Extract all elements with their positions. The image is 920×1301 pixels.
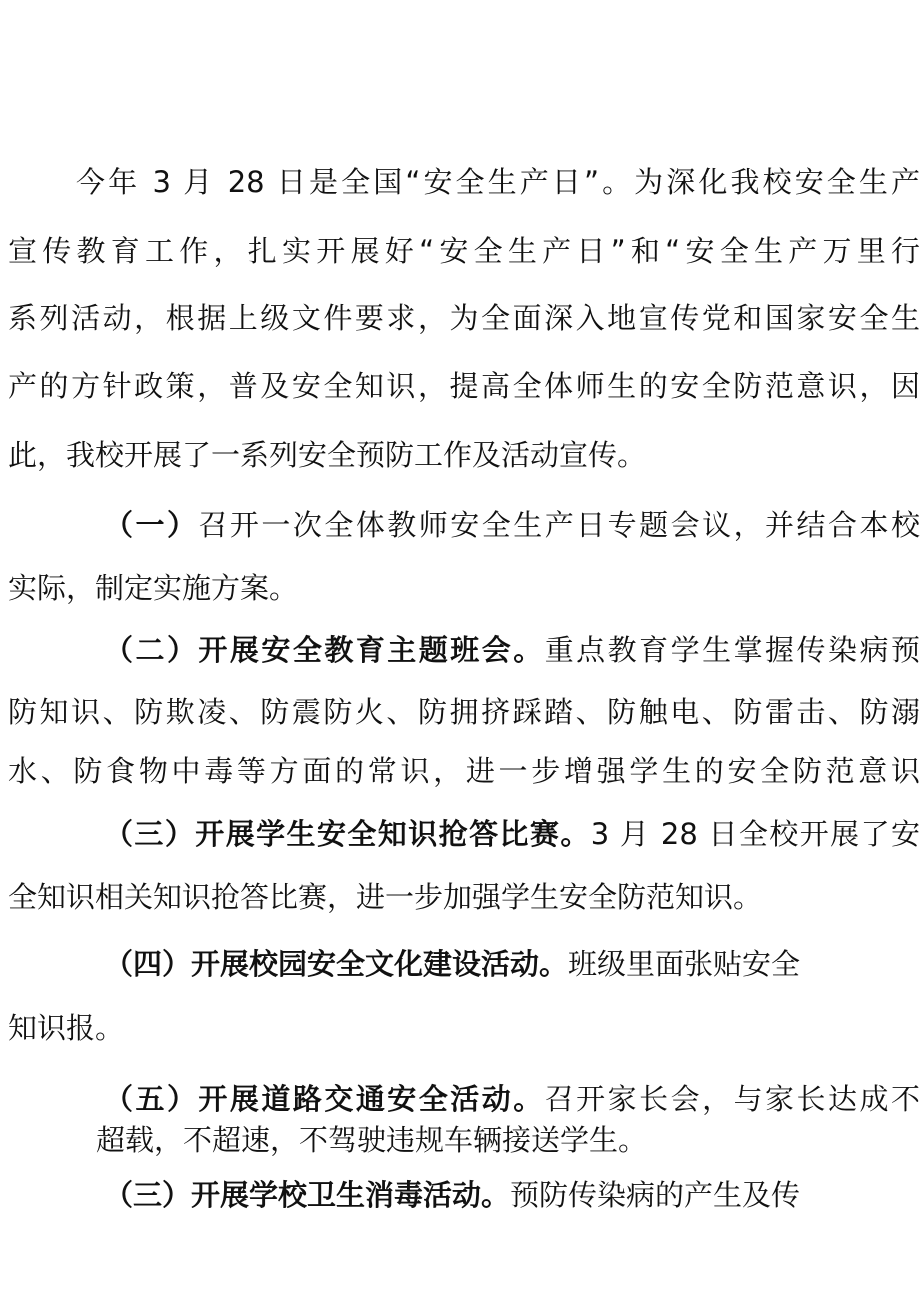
item-1-heading: （一） — [104, 508, 199, 542]
item-2-heading: （二）开展安全教育主题班会。 — [104, 633, 545, 667]
item-6-line-1 — [8, 1173, 920, 1217]
intro-line-3: 系列活动，根据上级文件要求，为全面深入地宣传党和国家安全生 — [8, 301, 920, 335]
intro-line-1: 今年 3 月 28 日是全国“安全生产日”。为深化我校安全生产 — [76, 165, 920, 199]
item-6-text: 预防传染病的产生及传 — [510, 1178, 801, 1212]
item-4-heading: （四）开展校园安全文化建设活动。 — [104, 947, 569, 981]
item-2-text: 重点教育学生掌握传染病预 — [544, 633, 920, 667]
intro-line-5: 此，我校开展了一系列安全预防工作及活动宣传。 — [8, 438, 647, 472]
item-4-text: 班级里面张贴安全 — [568, 947, 801, 981]
item-6-heading: （三）开展学校卫生消毒活动。 — [104, 1178, 511, 1212]
item-1-text: 召开一次全体教师安全生产日专题会议，并结合本校 — [198, 508, 920, 542]
item-5-line-2: 超载，不超速，不驾驶违规车辆接送学生。 — [96, 1123, 648, 1157]
item-2-line-1 — [8, 628, 920, 672]
item-4-line-1 — [8, 942, 920, 986]
item-2-line-2: 防知识、防欺凌、防震防火、防拥挤踩踏、防触电、防雷击、防溺 — [8, 695, 920, 729]
intro-line-4: 产的方针政策，普及安全知识，提高全体师生的安全防范意识，因 — [8, 369, 920, 403]
item-1-line-1 — [8, 503, 920, 547]
item-2-line-3: 水、防食物中毒等方面的常识，进一步增强学生的安全防范意识 — [8, 754, 920, 788]
item-3-line-2: 全知识相关知识抢答比赛，进一步加强学生安全防范知识。 — [8, 880, 763, 914]
item-5-text: 召开家长会，与家长达成不 — [544, 1082, 920, 1116]
item-5-line-1 — [8, 1077, 920, 1121]
intro-line-2: 宣传教育工作，扎实开展好“安全生产日”和“安全生产万里行 — [8, 234, 920, 268]
item-1-line-2: 实际，制定实施方案。 — [8, 571, 299, 605]
item-5-heading: （五）开展道路交通安全活动。 — [104, 1082, 545, 1116]
item-3-text: 3 月 28 日全校开展了安 — [590, 817, 920, 851]
item-3-heading: （三）开展学生安全知识抢答比赛。 — [104, 817, 591, 851]
item-3-line-1 — [8, 812, 920, 856]
item-4-line-2: 知识报。 — [8, 1011, 125, 1045]
